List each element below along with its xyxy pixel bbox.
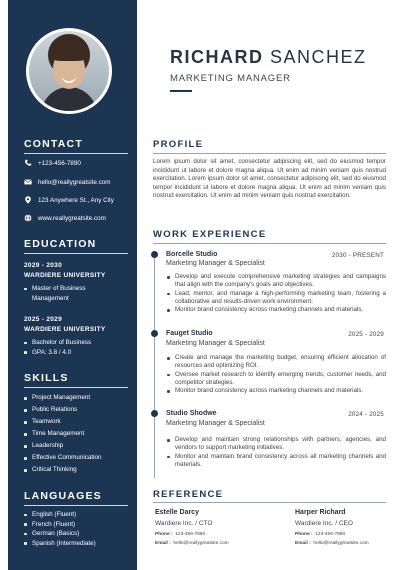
contact-website	[24, 214, 106, 222]
job-bullets	[166, 436, 386, 469]
reference-heading: REFERENCE	[153, 489, 224, 500]
skill-item: Leadership	[24, 440, 102, 452]
reference-phone: Phone : 123-456-7890	[155, 532, 206, 537]
profile-text: Lorem ipsum dolor sit amet, consectetur adipiscing elit, sed do eiusmod tempor incididunt ut labore et dolore magna aliqua. Ut enim ad minim veniam quis nostrud exercitation. Lorem ipsum dolor sit amet, consectetur adipiscing elit, sed do eiusmod tempor incididunt ut labore et dolore magna aliqua. Ut enim ad minim veniam quis nostrud exercitation. Ut enim ad minim veniam quis nostrud exercitation.	[153, 158, 386, 200]
timeline-dot	[151, 330, 158, 337]
reference-company: Wardiere Inc. / CEO	[295, 520, 353, 527]
education-detail: Master of Business Management	[24, 284, 102, 303]
job-role: Marketing Manager & Specialist	[166, 340, 265, 347]
education-years: 2029 - 2030	[24, 262, 62, 269]
full-name	[170, 47, 367, 68]
languages-divider	[24, 505, 128, 506]
education-heading: EDUCATION	[24, 238, 97, 250]
timeline-dot	[151, 251, 158, 258]
job-company: Studio Shodwe	[166, 410, 217, 417]
education-details	[24, 338, 91, 357]
education-school: WARDIERE UNIVERSITY	[24, 272, 106, 279]
contact-phone-text: +123-456-7890	[38, 159, 81, 167]
job-bullet: Develop and maintain strong relationships with partners, agencies, and vendors to support marketing initiatives.	[166, 436, 386, 453]
languages-list	[24, 510, 96, 548]
reference-name: Harper Richard	[295, 509, 346, 516]
skill-item: Critical Thinking	[24, 464, 102, 476]
languages-heading: LANGUAGES	[24, 490, 102, 502]
language-item: English (Fluent)	[24, 510, 96, 520]
profile-heading: PROFILE	[153, 139, 204, 150]
education-school: WARDIERE UNIVERSITY	[24, 326, 106, 333]
job-bullet: Create and manage the marketing budget, ensuring efficient allocation of resources and optimizing ROI.	[166, 354, 386, 371]
reference-email: Email : hello@reallygreatsite.com	[155, 541, 229, 546]
contact-email	[24, 178, 111, 186]
reference-divider	[153, 502, 386, 503]
job-company: Borcelle Studio	[166, 251, 218, 258]
reference-name: Estelle Darcy	[155, 509, 199, 516]
job-bullet: Oversee market research to identify emerging trends, customer needs, and competitor strategies.	[166, 371, 386, 388]
title-accent-rule	[170, 90, 192, 92]
profile-photo-frame	[26, 28, 112, 114]
job-dates: 2025 - 2029	[348, 331, 384, 338]
first-name: RICHARD	[170, 47, 264, 67]
contact-website-text: www.reallygreatsite.com	[38, 214, 106, 222]
job-bullet: Monitor and maintain brand consistency across all marketing channels and materials.	[166, 453, 386, 470]
job-bullet: Monitor brand consistency across marketing channels and materials.	[166, 387, 386, 395]
language-item: French (Fluent)	[24, 520, 96, 530]
job-title: MARKETING MANAGER	[170, 73, 291, 84]
job-bullets	[166, 273, 386, 314]
skill-item: Public Relations	[24, 404, 102, 416]
language-item: German (Basics)	[24, 529, 96, 539]
education-detail: GPA: 3.8 / 4.0	[24, 348, 91, 358]
skills-list	[24, 392, 102, 476]
job-dates: 2030 - PRESENT	[331, 252, 384, 259]
experience-timeline	[154, 254, 155, 478]
education-detail: Bachelor of Business	[24, 338, 91, 348]
skill-item: Teamwork	[24, 416, 102, 428]
job-company: Fauget Studio	[166, 330, 213, 337]
reference-phone: Phone : 123-456-7890	[295, 532, 346, 537]
education-years: 2025 - 2029	[24, 316, 62, 323]
skill-item: Project Management	[24, 392, 102, 404]
email-icon	[24, 178, 32, 186]
contact-phone	[24, 159, 81, 167]
job-dates: 2024 - 2025	[348, 411, 384, 418]
globe-icon	[24, 214, 32, 222]
phone-icon	[24, 159, 32, 167]
contact-address	[24, 196, 114, 204]
contact-email-text: hello@reallygreatsite.com	[38, 178, 111, 186]
contact-address-text: 123 Anywhere St., Any City	[38, 196, 114, 204]
experience-divider	[153, 243, 386, 244]
timeline-dot	[151, 410, 158, 417]
job-bullet: Monitor brand consistency across marketing channels and materials.	[166, 306, 386, 314]
last-name: SANCHEZ	[270, 47, 367, 67]
job-bullet: Develop and execute comprehensive marketing strategies and campaigns that align with the company's goals and objectives.	[166, 273, 386, 290]
skills-heading: SKILLS	[24, 372, 69, 384]
language-item: Spanish (Intermediate)	[24, 539, 96, 549]
reference-email: Email : hello@reallygreatsite.com	[295, 541, 369, 546]
skill-item: Time Management	[24, 428, 102, 440]
job-bullets	[166, 354, 386, 395]
education-divider	[24, 253, 128, 254]
contact-divider	[24, 153, 128, 154]
location-pin-icon	[24, 196, 32, 204]
skills-divider	[24, 387, 128, 388]
reference-company: Wardiere Inc. / CTO	[155, 520, 213, 527]
profile-photo	[29, 31, 109, 111]
experience-heading: WORK EXPERIENCE	[153, 229, 267, 240]
profile-divider	[153, 153, 386, 154]
education-details	[24, 284, 124, 303]
job-role: Marketing Manager & Specialist	[166, 260, 265, 267]
job-bullet: Lead, mentor, and manage a high-performing marketing team, fostering a collaborative and results-driven work environment.	[166, 290, 386, 307]
skill-item: Effective Communication	[24, 452, 102, 464]
sidebar	[8, 0, 137, 570]
contact-heading: CONTACT	[24, 138, 83, 150]
job-role: Marketing Manager & Specialist	[166, 420, 265, 427]
